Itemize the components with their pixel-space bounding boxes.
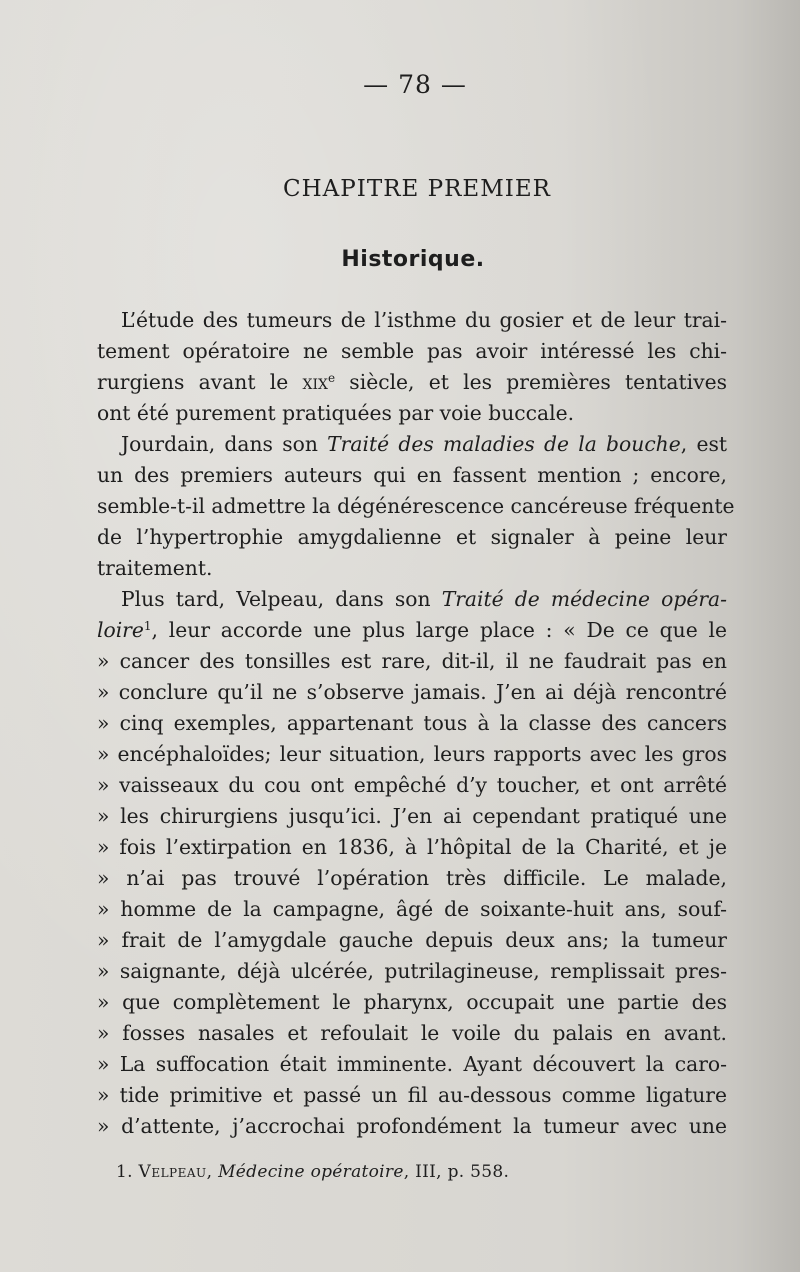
body-line: » fois l’extirpation en 1836, à l’hôpital de la Charité, et je	[97, 835, 727, 859]
body-line: » cancer des tonsilles est rare, dit-il, il ne faudrait pas en	[97, 649, 727, 673]
body-line	[97, 367, 727, 398]
superscript: e	[327, 371, 336, 385]
body-line: un des premiers auteurs qui en fassent mention ; encore,	[97, 463, 727, 487]
body-line: » La suffocation était imminente. Ayant découvert la caro-	[97, 1052, 727, 1076]
body-line	[97, 584, 727, 615]
body-line: L’étude des tumeurs de l’isthme du gosier et de leur trai-	[121, 308, 727, 332]
book-title: loire	[97, 618, 144, 642]
book-title: Traité de médecine opéra-	[441, 587, 727, 611]
footnote-separator: ,	[206, 1162, 219, 1182]
text-run: Jourdain, dans son	[121, 432, 328, 456]
chapter-heading: CHAPITRE PREMIER	[283, 176, 551, 202]
body-text	[97, 305, 735, 1142]
body-line: ont été purement pratiquées par voie buccale.	[97, 401, 575, 425]
book-title: Traité des maladies de la bouche	[327, 432, 681, 456]
footnote-marker: 1	[143, 619, 152, 633]
body-line: » tide primitive et passé un fil au-dessous comme ligature	[97, 1083, 727, 1107]
body-line: » que complètement le pharynx, occupait une partie des	[97, 990, 727, 1014]
text-run: rurgiens avant le	[97, 370, 303, 394]
body-line: » homme de la campagne, âgé de soixante-huit ans, souf-	[97, 897, 727, 921]
body-line: » saignante, déjà ulcérée, putrilagineuse, remplissait pres-	[97, 959, 727, 983]
body-line: » n’ai pas trouvé l’opération très difficile. Le malade,	[97, 866, 727, 890]
body-line: » d’attente, j’accrochai profondément la tumeur avec une	[97, 1114, 727, 1138]
section-heading: Historique.	[341, 247, 485, 272]
body-line	[97, 615, 727, 646]
text-run: , est	[680, 432, 728, 456]
footnote-number: 1.	[116, 1162, 133, 1182]
body-line: » conclure qu’il ne s’observe jamais. J’en ai déjà rencontré	[97, 680, 727, 704]
body-line: traitement.	[97, 556, 213, 580]
body-line: » les chirurgiens jusqu’ici. J’en ai cependant pratiqué une	[97, 804, 727, 828]
footnote-reference: , III, p. 558.	[403, 1162, 510, 1182]
text-run: , leur accorde une plus large place : « De ce que le	[151, 618, 727, 642]
body-line: tement opératoire ne semble pas avoir intéressé les chi-	[97, 339, 727, 363]
footnote-author: Velpeau	[138, 1162, 207, 1182]
body-line: » fosses nasales et refoulait le voile du palais en avant.	[97, 1021, 727, 1045]
text-run: siècle, et les premières tentatives	[335, 370, 727, 394]
body-line: semble-t-il admettre la dégénérescence cancéreuse fréquente	[97, 494, 735, 518]
page-number: — 78 —	[363, 70, 467, 99]
text-run: Plus tard, Velpeau, dans son	[121, 587, 442, 611]
body-line: » frait de l’amygdale gauche depuis deux ans; la tumeur	[97, 928, 727, 952]
body-line: » cinq exemples, appartenant tous à la classe des cancers	[97, 711, 727, 735]
body-line: » vaisseaux du cou ont empêché d’y toucher, et ont arrêté	[97, 773, 727, 797]
footnote	[116, 1162, 509, 1182]
century-numeral: xix	[302, 370, 328, 394]
body-line: de l’hypertrophie amygdalienne et signaler à peine leur	[97, 525, 727, 549]
body-line	[97, 429, 727, 460]
body-line: » encéphaloïdes; leur situation, leurs rapports avec les gros	[97, 742, 727, 766]
footnote-title: Médecine opératoire	[218, 1162, 404, 1182]
